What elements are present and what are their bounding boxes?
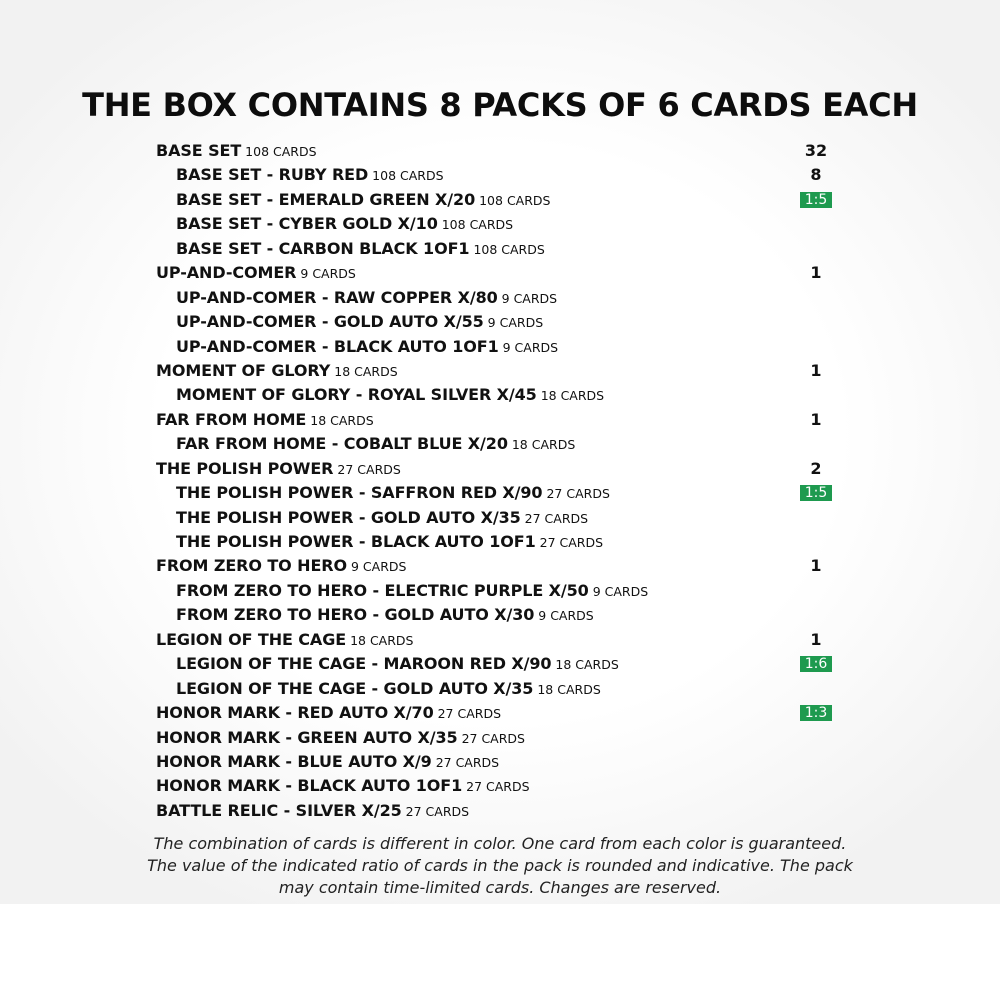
checklist-subrow <box>156 432 846 456</box>
checklist-row <box>156 554 846 578</box>
cards-per-box: 32 <box>804 141 828 160</box>
checklist-subrow <box>156 212 846 236</box>
card-count: 18 CARDS <box>310 412 374 428</box>
card-count: 108 CARDS <box>441 217 514 233</box>
card-set-name: FAR FROM HOME <box>156 409 307 429</box>
card-set-name: THE POLISH POWER - BLACK AUTO 1OF1 <box>176 532 536 551</box>
checklist-row <box>156 261 846 285</box>
card-count: 18 CARDS <box>555 657 619 673</box>
cards-per-box: 8 <box>810 165 822 185</box>
card-set-name: BASE SET - EMERALD GREEN X/20 <box>176 189 476 209</box>
checklist-subrow <box>156 652 846 676</box>
card-checklist <box>156 139 846 823</box>
card-count: 27 CARDS <box>435 754 500 770</box>
card-count: 27 CARDS <box>539 535 604 550</box>
checklist-row <box>156 628 846 652</box>
card-count: 27 CARDS <box>437 706 502 722</box>
card-set-name: BASE SET - CARBON BLACK 1OF1 <box>176 238 470 258</box>
card-set-name: BATTLE RELIC - SILVER X/25 <box>156 800 402 820</box>
card-count: 27 CARDS <box>524 510 589 526</box>
cards-per-box: 1 <box>810 556 822 576</box>
card-set-name: THE POLISH POWER <box>156 458 334 478</box>
checklist-subrow <box>156 310 846 334</box>
card-set-name: HONOR MARK - RED AUTO X/70 <box>156 703 434 723</box>
checklist-subrow <box>156 383 846 407</box>
card-set-name: FROM ZERO TO HERO - GOLD AUTO X/30 <box>176 605 535 625</box>
card-set-name: BASE SET <box>156 141 242 160</box>
disclaimer-line: The combination of cards is different in color. One card from each color is guaranteed. <box>153 834 847 853</box>
card-count: 18 CARDS <box>537 681 601 697</box>
page-title: THE BOX CONTAINS 8 PACKS OF 6 CARDS EACH <box>82 86 918 124</box>
card-set-name: THE POLISH POWER - GOLD AUTO X/35 <box>176 507 521 527</box>
cards-per-box: 1 <box>810 263 822 283</box>
card-set-name: FROM ZERO TO HERO - ELECTRIC PURPLE X/50 <box>176 580 589 600</box>
checklist-subrow <box>156 506 846 530</box>
odds-badge: 1:6 <box>800 656 832 672</box>
card-count: 108 CARDS <box>372 168 444 184</box>
card-set-name: UP-AND-COMER <box>156 263 297 283</box>
card-set-name: BASE SET - CYBER GOLD X/10 <box>176 214 438 234</box>
card-set-name: HONOR MARK - GREEN AUTO X/35 <box>156 727 458 747</box>
card-count: 108 CARDS <box>245 144 317 159</box>
cards-per-box: 2 <box>810 458 822 478</box>
card-count: 27 CARDS <box>405 803 470 819</box>
odds-badge: 1:5 <box>800 485 832 501</box>
cards-per-box: 1 <box>810 409 822 429</box>
card-count: 18 CARDS <box>540 388 605 404</box>
card-set-name: HONOR MARK - BLUE AUTO X/9 <box>156 751 432 771</box>
cards-per-box: 1 <box>810 629 822 649</box>
checklist-row <box>156 774 846 798</box>
card-count: 18 CARDS <box>334 363 398 379</box>
checklist-subrow <box>156 335 846 359</box>
odds-badge: 1:5 <box>800 192 832 208</box>
card-count: 9 CARDS <box>502 339 559 355</box>
card-set-name: FROM ZERO TO HERO <box>156 556 347 576</box>
card-set-name: FAR FROM HOME - COBALT BLUE X/20 <box>176 434 508 454</box>
card-count: 27 CARDS <box>546 486 610 502</box>
odds-badge: 1:3 <box>800 705 832 721</box>
card-count: 108 CARDS <box>473 241 545 257</box>
card-set-name: UP-AND-COMER - BLACK AUTO 1OF1 <box>176 336 499 356</box>
card-set-name: THE POLISH POWER - SAFFRON RED X/90 <box>176 483 543 503</box>
checklist-row <box>156 359 846 383</box>
checklist-row <box>156 726 846 750</box>
checklist-row <box>156 750 846 774</box>
checklist-subrow <box>156 677 846 701</box>
checklist-subrow <box>156 237 846 261</box>
checklist-row <box>156 139 846 163</box>
checklist-subrow <box>156 286 846 310</box>
checklist-row <box>156 701 846 725</box>
cards-per-box: 1 <box>810 360 822 380</box>
checklist-row <box>156 408 846 432</box>
checklist-subrow <box>156 579 846 603</box>
card-count: 9 CARDS <box>592 583 649 599</box>
card-count: 18 CARDS <box>350 632 414 648</box>
card-count: 18 CARDS <box>511 437 576 453</box>
card-count: 9 CARDS <box>538 608 594 624</box>
card-set-name: LEGION OF THE CAGE - GOLD AUTO X/35 <box>176 678 534 698</box>
checklist-subrow <box>156 481 846 505</box>
card-count: 9 CARDS <box>487 315 544 331</box>
checklist-subrow <box>156 163 846 187</box>
card-count: 108 CARDS <box>479 192 551 208</box>
card-count: 9 CARDS <box>300 266 356 282</box>
checklist-subrow <box>156 603 846 627</box>
card-set-name: HONOR MARK - BLACK AUTO 1OF1 <box>156 776 463 796</box>
card-count: 9 CARDS <box>501 290 558 306</box>
card-set-name: LEGION OF THE CAGE - MAROON RED X/90 <box>176 654 552 674</box>
card-set-name: LEGION OF THE CAGE <box>156 629 347 649</box>
card-set-name: UP-AND-COMER - RAW COPPER X/80 <box>176 287 498 307</box>
disclaimer-note <box>0 833 1000 899</box>
card-count: 27 CARDS <box>337 461 401 477</box>
checklist-subrow <box>156 188 846 212</box>
card-set-name: MOMENT OF GLORY - ROYAL SILVER X/45 <box>176 385 537 405</box>
card-set-name: MOMENT OF GLORY <box>156 360 331 380</box>
checklist-subrow <box>156 530 846 554</box>
disclaimer-line: The value of the indicated ratio of cards in the pack is rounded and indicative. The pack <box>147 856 853 875</box>
card-set-name: UP-AND-COMER - GOLD AUTO X/55 <box>176 312 484 332</box>
checklist-row <box>156 457 846 481</box>
card-count: 9 CARDS <box>351 559 407 575</box>
disclaimer-line: may contain time-limited cards. Changes are reserved. <box>278 878 722 897</box>
card-set-name: BASE SET - RUBY RED <box>176 165 369 185</box>
checklist-row <box>156 799 846 823</box>
card-count: 27 CARDS <box>461 730 525 746</box>
card-count: 27 CARDS <box>466 779 530 795</box>
